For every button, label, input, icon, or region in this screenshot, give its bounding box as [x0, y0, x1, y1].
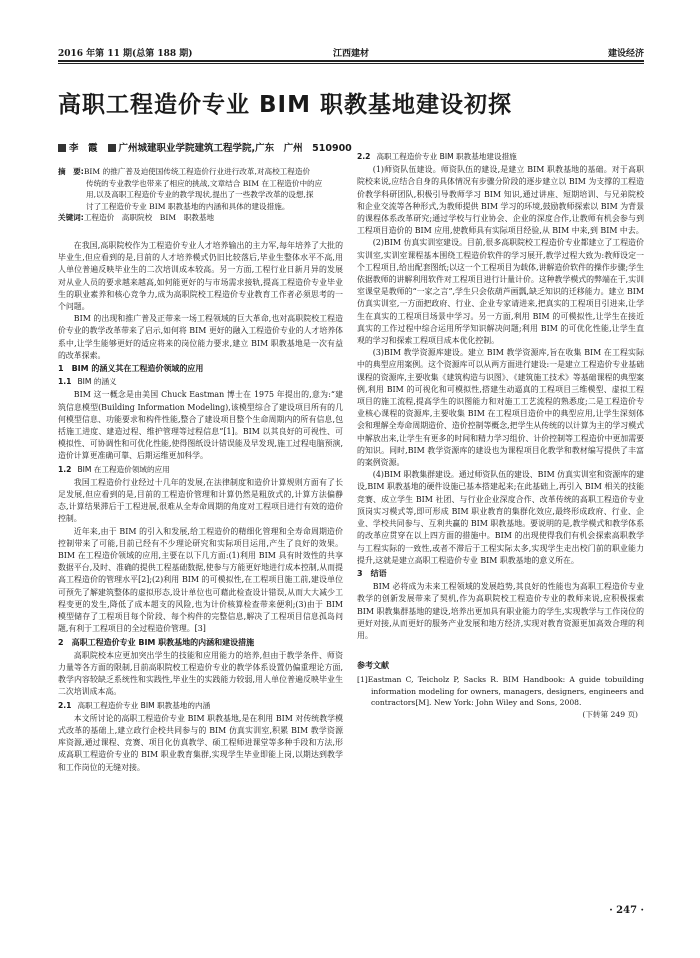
body-paragraph: BIM 的出现和推广普及正带来一场工程领域的巨大革命,也对高职院校工程造价专业的教学改革带来了启示,如何将 BIM 更好的融入工程造价专业的人才培养体系中,让学生能够更好的适应将来的岗位能力要求,建立 BIM 职教基地是一次有益的改革探索。 [58, 314, 343, 360]
abstract-line: 用,以及高职工程造价专业的教学现状,提出了一些教学改革的设想,探 [86, 190, 314, 199]
keywords: 工程造价 高职院校 BIM 职教基地 [83, 213, 215, 222]
header-issue: 2016 年第 11 期(总第 188 期) [58, 49, 193, 59]
subsection-heading: 2.2 高职工程造价专业 BIM 职教基地建设措施 [357, 152, 517, 161]
body-paragraph: 在我国,高职院校作为工程造价专业人才培养输出的主力军,每年培养了大批的毕业生,但应看到的是,目前的人才培养模式仍旧比较落后,毕业生整体水平不高,用人单位普遍反映毕业生的二次培训成本较高。另一方面,工程行业日新月异的发展对从业人员的要求越来越高,如何能更好的与市场需求接轨,提高工程造价专业毕业生的职业素养和核心竞争力,成为高职院校工程造价专业教育工作者必须思考的一个问题。 [58, 241, 343, 312]
body-paragraph: (1)师资队伍建设。师资队伍的建设,是建立 BIM 职教基地的基础。对于高职院校来说,应结合自身的具体情况有步骤分阶段的逐步建立以 BIM 为支撑的工程造价教学科研团队,积极引导教师学习 BIM 知识,通过讲座、短期培训、与兄弟院校和企业交流等各种形式,为教师提供 BIM 学习的环境,鼓励教师探索以 BIM 为背景的课程体系改革研究;通过学校与行业协会、企业的深度合作,让教师有机会参与到工程项目造价的 BIM 应用,使教师具有实际项目经验,从 BIM 中来,到 BIM 中去。 [357, 165, 644, 236]
abstract-line: 传统的专业教学也带来了相应的挑战,文章结合 BIM 在工程造价中的应 [86, 178, 323, 188]
right-column [357, 150, 644, 721]
header-section: 建设经济 [607, 49, 644, 59]
header-rule-thick [58, 60, 644, 62]
body-paragraph: 高职院校本应更加突出学生的技能和应用能力的培养,但由于教学条件、师资力量等各方面的限制,目前高职院校工程造价专业的教学体系设置仍偏重理论方面,教学内容较缺乏系统性和实践性,毕业生的实践能力较弱,用人单位普遍反映毕业生二次培训成本高。 [58, 650, 343, 697]
running-header [58, 46, 644, 60]
article-title: 高职工程造价专业 BIM 职教基地建设初探 [58, 92, 512, 118]
page-number: · 247 · [609, 905, 644, 916]
references-title: 参考文献 [357, 661, 389, 671]
abstract-line: 讨了工程造价专业 BIM 职教基地的内涵和具体的建设措施。 [86, 201, 290, 211]
square-bullet-icon [58, 144, 66, 152]
body-paragraph: 近年来,由于 BIM 的引入和发展,给工程造价的精细化管理和全寿命周期造价控制带来了可能,目前已经有不少理论研究和实际项目运用,产生了良好的效果。BIM 在工程造价领域的应用,主要在以下几方面:(1)利用 BIM 具有时效性的共享数据平台,及时、准确的提供工程基础数据,使参与方能更好地进行成本控制,从而提高工程造价的管理水平[2];(2)利用 BIM 的可模拟性,在工程项目施工前,建设单位可预先了解建筑整体的虚拟形态,设计单位也可藉此检查设计错误,从而大大减少工程变更的发生,降低了成本超支的风险,也为计价核算检查带来便利;(3)由于 BIM 模型储存了工程项目每个阶段、每个构件的完整信息,解决了工程项目信息孤岛问题,有利于工程项目的全过程造价管理。[3] [58, 526, 343, 634]
subsection-heading: 1.1 BIM 的涵义 [58, 377, 117, 387]
section-heading: 3 结语 [357, 568, 387, 578]
body-paragraph: BIM 必将成为未来工程领域的发展趋势,其良好的性能也为高职工程造价专业教学的创新发展带来了契机,作为高职院校工程造价专业的教师来说,应积极探索 BIM 职教集群基地的建设,培养出更加具有职业能力的学生,实现教学与工作岗位的更好对接,从而更好的服务产业发展和地方经济,实现对教育资源更加高效合理的利用。 [357, 582, 644, 640]
abstract-label: 摘 要: [58, 167, 84, 176]
body-paragraph: BIM 这一概念是由美国 Chuck Eastman 博士在 1975 年提出的,意为:“建筑信息模型(Building Information Modeling),该模型综合了建设项目所有的几何模型信息、功能要求和构件性能,整合了建设项目整个生命周期内的所有信息,包括施工进度、建造过程、维护管理等过程信息”[1]。BIM 以其良好的可视性、可模拟性、可协调性和可优化性能,使得图纸设计错误能及早发现,施工过程电脑预演,造价计算更准确可靠、后期运维更加科学。 [58, 390, 343, 461]
left-column [58, 240, 343, 774]
header-journal: 江西建材 [332, 49, 369, 59]
reference-item: [1]Eastman C, Teicholz P, Sacks R. BIM Handbook: A guide tobuilding information modeling for owners, managers, designers, engineers and contractors[M]. New York: John Wiley and Sons, 2008. [357, 675, 644, 708]
body-paragraph: (2)BIM 仿真实训室建设。目前,很多高职院校工程造价专业都建立了工程造价实训室,实训室课程基本围绕工程造价软件的学习展开,教学过程大致为:教师设定一个工程项目,给出配套图纸;以这一个工程项目为载体,讲解造价软件的操作步骤;学生依据教师的讲解利用软件对工程项目进行计量计价。这种教学模式的弊端在于,实训室课堂是教师的“一家之言”,学生只会依葫芦画瓢,缺乏知识的迁移能力。建立 BIM 仿真实训室,一方面把政府、行业、企业专家请进来,把真实的工程项目引进来,让学生在真实的工程项目场景中学习。另一方面,利用 BIM 的可模拟性,让学生在接近真实的工作过程中综合运用所学知识解决问题;利用 BIM 的可优化性能,让学生直观的学习和探索工程项目成本优化控制。 [357, 238, 644, 346]
continued-note: (下转第 249 页) [582, 709, 638, 719]
section-heading: 2 高职工程造价专业 BIM 职教基地的内涵和建设措施 [58, 637, 255, 647]
body-paragraph: 本文所讨论的高职工程造价专业 BIM 职教基地,是在利用 BIM 对传统教学模式改革的基础上,建立政行企校共同参与的 BIM 仿真实训室,积累 BIM 教学资源库资源,通过课程、竞赛、项目化仿真教学、硕工程师进课堂等多种手段和方法,形成高职工程造价专业的 BIM 职业教育集群,实现学生毕业即能上岗,以期达到教学和工作岗位的无缝对接。 [58, 713, 343, 772]
square-bullet-icon [108, 144, 116, 152]
section-heading: 1 BIM 的涵义其在工程造价领域的应用 [58, 364, 204, 374]
header-rule-thin [58, 63, 644, 64]
body-paragraph: 我国工程造价行业经过十几年的发展,在法律制度和造价计算规则方面有了长足发展,但应看到的是,目前的工程造价管理和计算仍然是粗放式的,计算方法偏静态,计算结果滞后于工程进展,很难从全寿命周期的角度对工程项目进行有效的造价控制。 [58, 477, 343, 524]
keywords-label: 关键词: [58, 213, 84, 222]
body-paragraph: (3)BIM 教学资源库建设。建立 BIM 教学资源库,旨在收集 BIM 在工程实际中的典型应用案例。这个资源库可以从两方面进行建设:一是建立工程造价专业基础课程的资源库,主要收集《建筑构造与识图》、《建筑施工技术》等基础课程的典型案例,利用 BIM 的可视化和可模拟性,搭建生动逼真的工程项目三维模型、虚拟工程项目的施工流程,提高学生的识图能力和对施工工艺流程的熟悉度;二是工程造价专业核心课程的资源库,主要收集 BIM 在工程项目造价中的典型应用,让学生深刻体会和理解全寿命周期造价、造价控制等概念,把学生从传统的以计算为主的学习模式中解放出来,让学生有更多的时间和精力学习组价、计价控制等工程造价中更加需要的知识。同时,BIM 教学资源库的建设也为课程项目化教学和教材编写提供了丰富的案例资源。 [357, 348, 644, 468]
abstract-line: 摘 要:BIM 的推广普及迫使国传统工程造价行业进行改革,对高校工程造价 [58, 167, 311, 176]
author-affiliation: 广州城建职业学院建筑工程学院,广东 广州 510900 [118, 143, 352, 154]
subsection-heading: 2.1 高职工程造价专业 BIM 职教基地的内涵 [58, 700, 211, 710]
subsection-heading: 1.2 BIM 在工程造价领域的应用 [58, 464, 170, 474]
abstract-block [58, 166, 343, 224]
body-paragraph: (4)BIM 职教集群建设。通过师资队伍的建设、BIM 仿真实训室和资源库的建设,BIM 职教基地的硬件设施已基本搭建起来;在此基础上,再引入 BIM 相关的技能竞赛、成立学生 BIM 社团、与行业企业深度合作、改革传统的高职工程造价专业顶岗实习模式等,即可形成 BIM 职业教育的集群化效应,最终形成政府、行业、企业、学校共同参与、互利共赢的 BIM 职教基地。要说明的是,教学模式和教学体系的改革应贯穿在以上四方面的措施中。BIM 的出现使得我们有机会探索高职教学与工程实际的一致性,或者不滞后于工程实际太多,实现学生走出校门前的职业能力提升,这就是建立高职工程造价专业 BIM 职教基地的意义所在。 [357, 470, 644, 565]
author-name: 李 霞 [69, 143, 98, 154]
keywords-line [58, 212, 343, 224]
